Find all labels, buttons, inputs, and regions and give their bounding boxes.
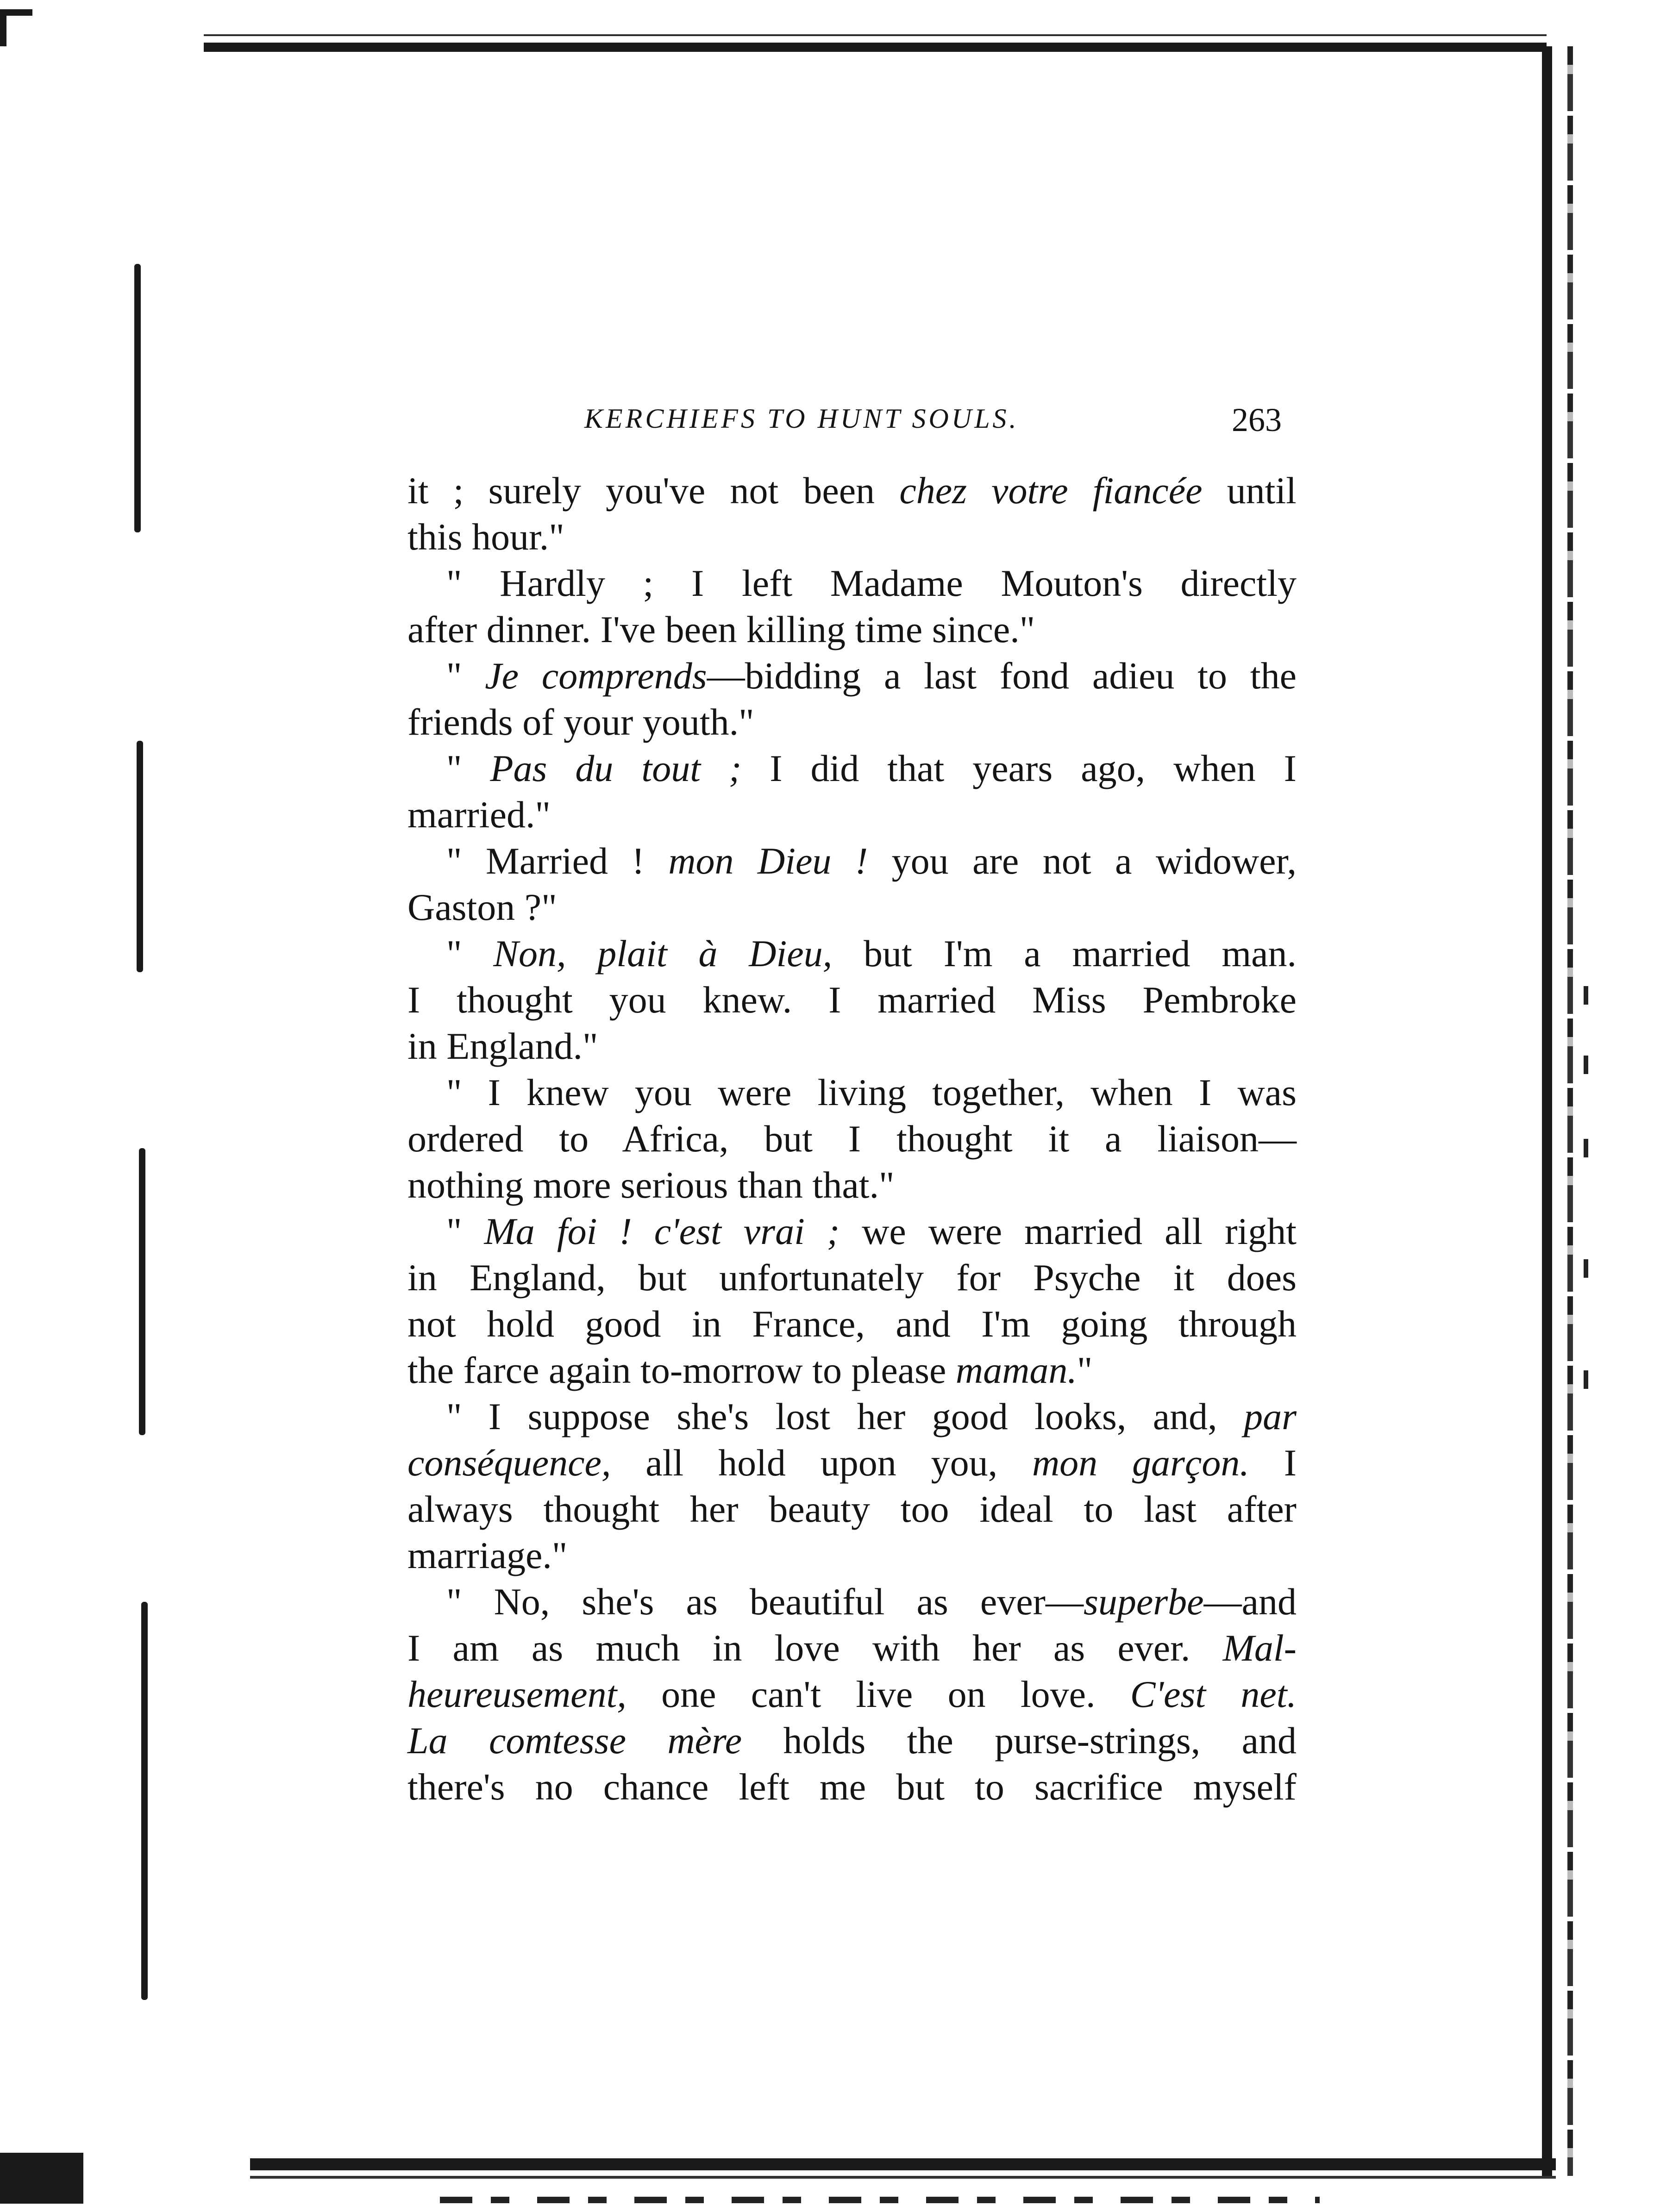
text-line — [407, 1625, 1297, 1671]
left-margin-mark — [139, 1148, 145, 1435]
text-segment: there's no chance left me but to sacrifice myself — [407, 1766, 1297, 1808]
text-segment: I am as much in love with her as ever. — [407, 1627, 1223, 1669]
text-line — [407, 1532, 1297, 1579]
text-line — [407, 1440, 1297, 1486]
frame-rule-top-thin — [204, 34, 1547, 36]
text-line — [407, 468, 1297, 514]
text-segment: " — [446, 932, 494, 975]
scan-bottom-dashes — [440, 2197, 1320, 2203]
text-segment: I did that years ago, when I — [741, 747, 1297, 789]
right-edge-mark — [1584, 1259, 1602, 1278]
text-line — [407, 838, 1297, 884]
left-margin-mark — [137, 741, 143, 972]
text-segment: friends of your youth." — [407, 701, 754, 743]
text-segment: " Hardly ; I left Madame Mouton's directly — [446, 562, 1297, 604]
text-line — [407, 606, 1297, 653]
text-segment: all hold upon you, — [611, 1442, 1032, 1484]
text-segment: one can't live on love. — [626, 1673, 1130, 1715]
frame-rule-right-edge — [1567, 46, 1573, 2176]
text-segment: but I'm a married man. — [832, 932, 1297, 975]
scan-corner-mark — [0, 9, 32, 46]
text-segment: this hour." — [407, 516, 564, 558]
text-segment: you are not a widower, — [868, 840, 1297, 882]
text-segment: marriage." — [407, 1534, 568, 1576]
text-segment: I — [1249, 1442, 1297, 1484]
text-segment: " No, she's as beautiful as ever— — [446, 1581, 1084, 1623]
italic-text: maman. — [955, 1349, 1077, 1391]
text-segment: it ; surely you've not been — [407, 469, 900, 512]
right-edge-mark — [1584, 1370, 1602, 1389]
text-line — [407, 1069, 1297, 1116]
text-segment: ordered to Africa, but I thought it a liaison— — [407, 1118, 1297, 1160]
text-segment: " — [1077, 1349, 1093, 1391]
text-segment: " — [446, 747, 490, 789]
text-segment: married." — [407, 794, 551, 836]
text-line — [407, 699, 1297, 745]
text-line — [407, 884, 1297, 931]
italic-text: C'est net. — [1130, 1673, 1297, 1715]
text-segment: holds the purse-strings, and — [742, 1719, 1297, 1762]
left-margin-mark — [134, 264, 141, 532]
text-line — [407, 560, 1297, 606]
frame-rule-bottom — [250, 2158, 1556, 2170]
text-segment: the farce again to-morrow to please — [407, 1349, 956, 1391]
text-segment: not hold good in France, and I'm going through — [407, 1303, 1297, 1345]
italic-text: conséquence, — [407, 1442, 611, 1484]
text-segment: " — [446, 655, 485, 697]
text-segment: —and — [1203, 1581, 1297, 1623]
text-line — [407, 653, 1297, 699]
text-line — [407, 1671, 1297, 1718]
italic-text: Je comprends — [485, 655, 707, 697]
text-line — [407, 1764, 1297, 1810]
left-margin-mark — [141, 1602, 148, 2000]
italic-text: Mal- — [1222, 1627, 1297, 1669]
frame-rule-bottom-thin — [250, 2176, 1556, 2179]
italic-text: mon garçon. — [1032, 1442, 1249, 1484]
text-segment: after dinner. I've been killing time since." — [407, 608, 1035, 650]
text-line — [407, 1718, 1297, 1764]
text-segment: —bidding a last fond adieu to the — [707, 655, 1297, 697]
text-line — [407, 931, 1297, 977]
text-line — [407, 792, 1297, 838]
right-edge-mark — [1584, 1139, 1602, 1157]
text-segment: always thought her beauty too ideal to last after — [407, 1488, 1297, 1530]
text-line — [407, 1255, 1297, 1301]
text-line — [407, 1301, 1297, 1347]
text-line — [407, 1162, 1297, 1208]
italic-text: La comtesse mère — [407, 1719, 742, 1762]
italic-text: Non, plait à Dieu, — [493, 932, 833, 975]
right-edge-mark — [1584, 1056, 1602, 1074]
text-segment: " Married ! — [446, 840, 669, 882]
italic-text: chez votre fiancée — [899, 469, 1203, 512]
text-line — [407, 1393, 1297, 1440]
text-line — [407, 1579, 1297, 1625]
text-segment: " I knew you were living together, when I was — [446, 1071, 1297, 1113]
right-edge-mark — [1584, 986, 1602, 1005]
text-segment: nothing more serious than that." — [407, 1164, 895, 1206]
text-segment: in England." — [407, 1025, 598, 1067]
scan-corner-mark-bottom — [0, 2153, 83, 2204]
text-line — [407, 977, 1297, 1023]
page-number: 263 — [1232, 401, 1282, 438]
body-text — [407, 468, 1297, 1810]
text-line — [407, 514, 1297, 560]
text-line — [407, 1116, 1297, 1162]
text-segment: until — [1202, 469, 1297, 512]
text-line — [407, 1023, 1297, 1069]
text-line — [407, 1347, 1297, 1393]
frame-rule-right — [1542, 46, 1552, 2176]
italic-text: Pas du tout ; — [490, 747, 742, 789]
text-segment: in England, but unfortunately for Psyche it does — [407, 1256, 1297, 1299]
running-head: KERCHIEFS TO HUNT SOULS. — [584, 403, 1019, 434]
text-segment: I thought you knew. I married Miss Pembroke — [407, 979, 1297, 1021]
text-segment: " — [446, 1210, 484, 1252]
italic-text: heureusement, — [407, 1673, 627, 1715]
italic-text: mon Dieu ! — [668, 840, 868, 882]
italic-text: par — [1244, 1395, 1297, 1437]
frame-rule-top — [204, 43, 1547, 52]
italic-text: Ma foi ! c'est vrai ; — [484, 1210, 840, 1252]
italic-text: superbe — [1083, 1581, 1204, 1623]
text-line — [407, 745, 1297, 792]
text-segment: " I suppose she's lost her good looks, and, — [446, 1395, 1244, 1437]
text-segment: Gaston ?" — [407, 886, 557, 928]
text-line — [407, 1208, 1297, 1255]
text-segment: we were married all right — [840, 1210, 1297, 1252]
text-line — [407, 1486, 1297, 1532]
